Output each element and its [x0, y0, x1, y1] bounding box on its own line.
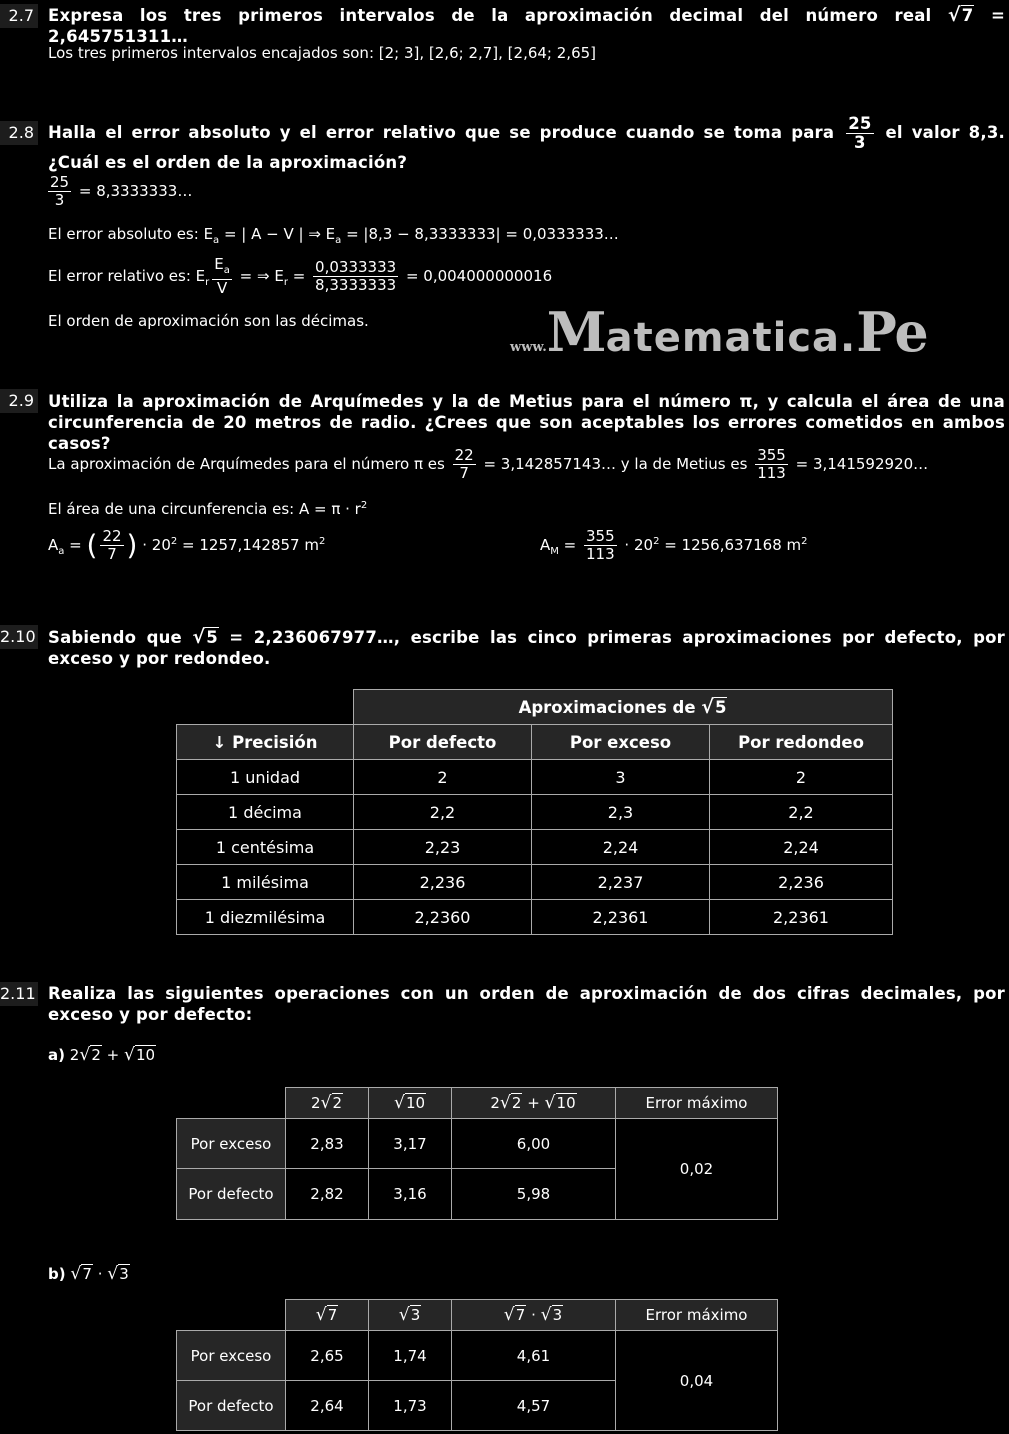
pi-approx-line: La aproximación de Arquímedes para el número π es $\frac{22}{7}$ = 3,142857143… y la de Metius es $\frac{355}{113}$ = 3,141592920…: [48, 446, 929, 482]
table-row: [177, 1119, 778, 1169]
subproblem-a: a) 2√2 + √10: [48, 1045, 156, 1065]
table-cell: 1 unidad: [177, 760, 354, 795]
table-cell: 2,3: [532, 795, 710, 830]
table-cell: 2,24: [532, 830, 710, 865]
table-title: Aproximaciones de √5: [354, 690, 893, 725]
col-sqrt3: √3: [369, 1300, 452, 1331]
table-cell: 2,237: [532, 865, 710, 900]
error-cell: 0,02: [616, 1119, 778, 1220]
col-sum: 2√2 + √10: [452, 1088, 616, 1119]
table-cell: 2,236: [354, 865, 532, 900]
table-cell: 4,61: [452, 1331, 616, 1381]
answer-2-7: Los tres primeros intervalos encajados son: [2; 3], [2,6; 2,7], [2,64; 2,65]: [48, 44, 597, 62]
table-cell: 2,236: [710, 865, 893, 900]
problem-number-2-8: 2.8: [0, 121, 38, 145]
table-cell: 1 décima: [177, 795, 354, 830]
table-cell: 6,00: [452, 1119, 616, 1169]
question-2-8: Halla el error absoluto y el error relativo que se produce cuando se toma para $\frac{25}{3}$ el valor 8,3. ¿Cuál es el orden de la aproximación?: [48, 114, 1005, 172]
table-cell: 2: [354, 760, 532, 795]
table-row: [177, 830, 893, 865]
area-archimedes: $A_a$ = ( $\frac{22}{7}$ ) · $20^2 = 1257,142857$ $m^2$: [48, 527, 326, 563]
line-25-over-3: $\frac{25}{3}$ = 8,3333333…: [50, 173, 193, 209]
error-cell: 0,04: [616, 1331, 778, 1431]
table-cell: 1 milésima: [177, 865, 354, 900]
question-2-10: Sabiendo que √5 = 2,236067977…, escribe las cinco primeras aproximaciones por defecto, por exceso y por redondeo.: [48, 626, 1006, 668]
matematica-pe-watermark: www.Matematica.Pe: [510, 300, 928, 364]
col-product: √7 · √3: [452, 1300, 616, 1331]
area-formula-line: El área de una circunferencia es: $A = \pi \cdot r^2$: [48, 500, 368, 518]
table-cell: 2,83: [286, 1119, 369, 1169]
table-cell: 4,57: [452, 1381, 616, 1431]
table-cell: 1 centésima: [177, 830, 354, 865]
table-row: [177, 760, 893, 795]
table-cell: 2,2361: [532, 900, 710, 935]
table-cell: 2,2: [710, 795, 893, 830]
table-cell: 2,2361: [710, 900, 893, 935]
problem-number-2-11: 2.11: [0, 982, 38, 1006]
col-error: Error máximo: [616, 1088, 778, 1119]
table-corner: [177, 1088, 286, 1119]
question-2-11: Realiza las siguientes operaciones con un orden de aproximación de dos cifras decimales, por exceso y por defecto:: [48, 984, 1005, 1024]
header-redondeo: Por redondeo: [710, 725, 893, 760]
table-row: [177, 1331, 778, 1381]
table-cell: 2,23: [354, 830, 532, 865]
table-cell: 1,73: [369, 1381, 452, 1431]
table-cell: 3: [532, 760, 710, 795]
row-label-defecto: Por defecto: [177, 1169, 286, 1220]
subproblem-b: b) √7 · √3: [48, 1264, 129, 1284]
table-cell: 2,2360: [354, 900, 532, 935]
col-2sqrt2: 2√2: [286, 1088, 369, 1119]
problem-number-2-7: 2.7: [0, 4, 38, 28]
problem-number-2-9: 2.9: [0, 389, 38, 413]
table-cell: 2,64: [286, 1381, 369, 1431]
table-cell: 3,16: [369, 1169, 452, 1220]
table-cell: 2,82: [286, 1169, 369, 1220]
question-2-9: Utiliza la aproximación de Arquímedes y la de Metius para el número π, y calcula el área de una circunferencia de 20 metros de radio. ¿Crees que son aceptables los errores cometidos en ambos casos?: [48, 392, 1005, 453]
col-sqrt7: √7: [286, 1300, 369, 1331]
sqrt5-approximations-table: [176, 689, 893, 935]
header-precision: ↓ Precisión: [177, 725, 354, 760]
table-corner: [177, 1300, 286, 1331]
table-cell: 3,17: [369, 1119, 452, 1169]
header-defecto: Por defecto: [354, 725, 532, 760]
table-b: [176, 1299, 778, 1431]
table-cell: 2,24: [710, 830, 893, 865]
table-row: [177, 900, 893, 935]
table-row: [177, 795, 893, 830]
table-corner: [177, 690, 354, 725]
row-label-exceso: Por exceso: [177, 1331, 286, 1381]
question-2-7: Expresa los tres primeros intervalos de la aproximación decimal del número real √7 = 2,645751311…: [48, 4, 1005, 46]
table-cell: 1 diezmilésima: [177, 900, 354, 935]
table-cell: 2: [710, 760, 893, 795]
order-line: El orden de aproximación son las décimas.: [48, 312, 369, 330]
col-sqrt10: √10: [369, 1088, 452, 1119]
header-exceso: Por exceso: [532, 725, 710, 760]
relative-error-line: El error relativo es: $E_r$ $\frac{E_a}{V}$ = ⇒ $E_r$ = $\frac{0,0333333}{8,3333333}$ = 0,004000000016: [48, 255, 553, 297]
problem-number-2-10: 2.10: [0, 625, 38, 649]
col-error: Error máximo: [616, 1300, 778, 1331]
table-a: [176, 1087, 778, 1220]
row-label-exceso: Por exceso: [177, 1119, 286, 1169]
area-metius: $A_M$ = $\frac{355}{113}$ · $20^2 = 1256,637168$ $m^2$: [540, 527, 808, 563]
table-cell: 2,65: [286, 1331, 369, 1381]
absolute-error-line: El error absoluto es: $E_a$ = | A − V | ⇒ $E_a = |8,3 - 8,3333333|$ = 0,0333333…: [48, 225, 619, 246]
table-cell: 5,98: [452, 1169, 616, 1220]
table-row: [177, 865, 893, 900]
table-cell: 1,74: [369, 1331, 452, 1381]
table-cell: 2,2: [354, 795, 532, 830]
row-label-defecto: Por defecto: [177, 1381, 286, 1431]
